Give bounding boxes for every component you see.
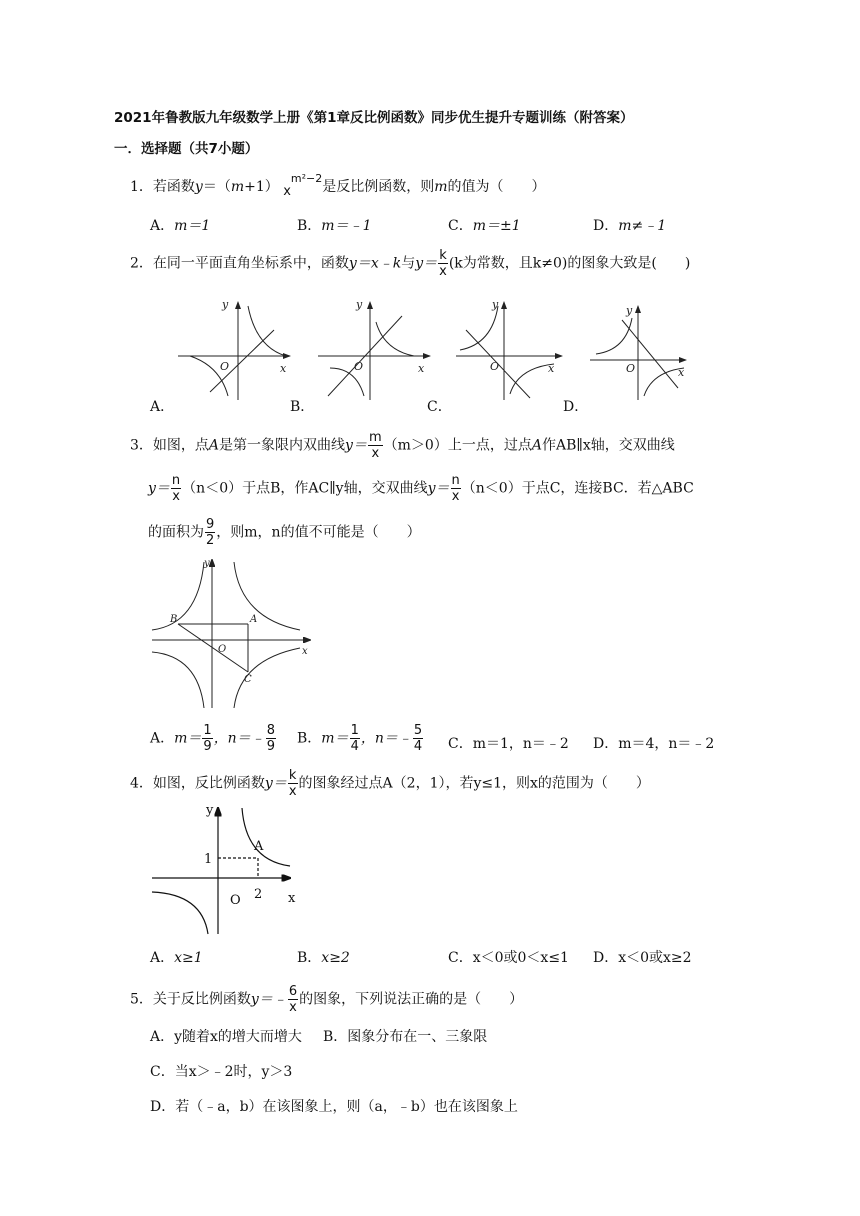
origin-label: O — [230, 893, 241, 908]
option-text: x＜0或x≥2 — [618, 950, 692, 966]
fraction-numerator: 9 — [206, 517, 215, 532]
fraction-numerator: 5 — [413, 723, 423, 738]
q2-option-a[interactable]: A． — [150, 399, 175, 415]
q4-fraction — [288, 768, 298, 799]
q3-text: ，则m，n的值不可能是（ ） — [216, 524, 421, 541]
tick-label-2: 2 — [254, 887, 263, 902]
fraction-denominator: x — [371, 446, 380, 461]
fraction-numerator: k — [439, 248, 447, 263]
question-4-stem — [130, 768, 650, 799]
axis-x-label: x — [280, 362, 287, 375]
q3-fraction-n — [171, 473, 181, 504]
q4-option-c[interactable] — [448, 947, 569, 967]
q3-text: 作AB∥x轴，交双曲线 — [541, 437, 675, 454]
q2-tail: (k为常数，且k≠0)的图象大致是( ) — [448, 255, 691, 272]
q5-option-a[interactable]: A．y随着x的增大而增大 — [150, 1029, 302, 1045]
q4-option-d[interactable] — [593, 947, 692, 967]
option-key: B． — [297, 218, 322, 234]
point-a-label: A — [250, 614, 258, 625]
q2-mid: 与 — [401, 255, 416, 272]
fraction-denominator: x — [288, 784, 297, 799]
option-text: x≥1 — [174, 950, 203, 966]
section-heading: 一．选择题（共7小题） — [114, 141, 259, 157]
option-text: x＜0或0＜x≤1 — [472, 950, 569, 966]
option-fraction — [350, 723, 360, 754]
q1-option-d[interactable] — [593, 215, 666, 235]
q2-lead: 2．在同一平面直角坐标系中，函数 — [130, 255, 349, 272]
q1-y: y — [194, 179, 203, 195]
fraction-denominator: 4 — [413, 739, 423, 754]
q3-text: （m＞0）上一点，过点 — [383, 437, 532, 454]
q4-y: y＝ — [264, 775, 287, 792]
axis-x-label: x — [302, 646, 308, 657]
q3-figure — [150, 556, 320, 712]
fraction-denominator: 2 — [206, 533, 215, 548]
q1-power-base: x — [283, 184, 291, 199]
q1-lead: 1．若函数 — [130, 179, 195, 195]
q4-figure — [150, 800, 310, 936]
option-key: C． — [448, 218, 473, 234]
option-fraction — [266, 723, 276, 754]
axis-y-label: y — [222, 298, 229, 311]
option-text: m＝1 — [174, 218, 211, 234]
q1-tail2: 的值为（ ） — [447, 179, 546, 195]
q5-option-c[interactable]: C．当x＞﹣2时，y＞3 — [150, 1064, 293, 1080]
q3-text: 的面积为 — [148, 524, 204, 541]
fraction-denominator: 9 — [203, 739, 212, 754]
origin-label: O — [218, 644, 227, 655]
q3-area-fraction — [205, 517, 215, 548]
q5-fraction — [288, 984, 298, 1015]
option-key: B． — [297, 950, 322, 966]
question-3-line-1 — [130, 430, 675, 461]
option-fraction — [202, 723, 212, 754]
q2-option-d[interactable]: D． — [563, 399, 589, 415]
q5-option-b[interactable]: B．图象分布在一、三象限 — [323, 1029, 488, 1045]
origin-label: O — [626, 362, 636, 375]
axis-x-label: x — [678, 366, 685, 379]
point-a-label: A — [254, 839, 264, 854]
fraction-numerator: k — [288, 768, 297, 783]
q3-option-d[interactable]: D．m＝4，n＝﹣2 — [593, 736, 715, 752]
axis-x-label: x — [418, 362, 425, 375]
q3-text: 是第一象限内双曲线 — [219, 437, 346, 454]
option-key: D． — [593, 950, 619, 966]
q5-option-d[interactable]: D．若（﹣a，b）在该图象上，则（a，﹣b）也在该图象上 — [150, 1099, 518, 1115]
option-key: A． — [150, 730, 175, 747]
question-5-stem — [130, 984, 523, 1015]
option-text: ，n＝﹣ — [360, 730, 412, 747]
q1-plus: +1） — [244, 179, 279, 195]
question-3-line-3 — [148, 517, 421, 548]
q2-graph-b[interactable] — [318, 298, 430, 400]
origin-label: O — [220, 360, 230, 373]
fraction-numerator: m — [368, 430, 382, 445]
q2-option-b[interactable]: B． — [290, 399, 315, 415]
fraction-denominator: x — [439, 264, 447, 279]
q5-y: y＝﹣ — [250, 991, 287, 1008]
axis-x-label: x — [288, 891, 296, 906]
q2-graph-a[interactable] — [178, 298, 290, 400]
fraction-numerator: 8 — [266, 723, 275, 738]
q2-option-c[interactable]: C． — [427, 399, 452, 415]
q2-f1: y＝x﹣k — [348, 255, 402, 272]
q2-y2: y＝ — [415, 255, 438, 272]
q3-text: （n＜0）于点B，作AC∥y轴，交双曲线 — [182, 480, 428, 497]
option-text: m＝ — [321, 730, 349, 747]
q3-point-a: A — [531, 437, 542, 454]
q2-graph-options — [170, 292, 730, 404]
q3-option-a[interactable] — [150, 723, 277, 754]
fraction-denominator: x — [289, 1000, 297, 1015]
q1-option-b[interactable] — [297, 215, 371, 235]
q3-text: 3．如图，点 — [130, 437, 209, 454]
option-text: m＝ — [174, 730, 202, 747]
option-key: A． — [150, 950, 175, 966]
tick-label-1: 1 — [204, 852, 213, 867]
option-text: ，n＝﹣ — [213, 730, 265, 747]
q1-tail: 是反比例函数，则 — [322, 179, 435, 195]
q3-option-c[interactable]: C．m＝1，n＝﹣2 — [448, 736, 569, 752]
option-text: m≠﹣1 — [618, 218, 667, 234]
fraction-denominator: 9 — [266, 739, 275, 754]
q3-y: y＝ — [427, 480, 450, 497]
q2-graph-c[interactable] — [456, 298, 562, 400]
axis-y-label: y — [356, 298, 363, 311]
q3-option-b[interactable] — [297, 723, 424, 754]
q4-option-a[interactable] — [150, 947, 203, 967]
axis-y-label: y — [206, 803, 214, 818]
fraction-denominator: x — [172, 489, 180, 504]
question-1-stem — [130, 172, 546, 199]
q3-y: y＝ — [148, 480, 170, 497]
option-text: m＝﹣1 — [321, 218, 372, 234]
axis-y-label: y — [204, 558, 210, 569]
fraction-numerator: n — [171, 473, 181, 488]
q3-y: y＝ — [345, 437, 367, 454]
q1-eq: ＝（ — [202, 179, 231, 195]
q3-point-a: A — [208, 437, 220, 454]
point-c-label: C — [244, 674, 252, 685]
q1-m: m — [230, 179, 245, 195]
option-key: D． — [593, 218, 619, 234]
origin-label: O — [490, 360, 500, 373]
option-text: x≥2 — [321, 950, 350, 966]
option-key: C． — [448, 950, 473, 966]
fraction-denominator: x — [451, 489, 460, 504]
q4-option-b[interactable] — [297, 947, 350, 967]
q3-fraction-m — [368, 430, 383, 461]
q1-tail-m: m — [434, 179, 448, 195]
q4-text: 的图象经过点A（2，1），若y≤1，则x的范围为（ ） — [298, 775, 650, 792]
origin-label: O — [354, 360, 364, 373]
fraction-numerator: 1 — [350, 723, 359, 738]
fraction-numerator: 6 — [288, 984, 298, 999]
fraction-numerator: 1 — [203, 723, 212, 738]
document-title: 2021年鲁教版九年级数学上册《第1章反比例函数》同步优生提升专题训练（附答案） — [114, 110, 634, 126]
q1-power-exponent: m²−2 — [290, 172, 323, 185]
fraction-denominator: 4 — [350, 739, 359, 754]
q2-fraction — [438, 248, 448, 279]
q5-text: 的图象，下列说法正确的是（ ） — [299, 991, 524, 1008]
axis-y-label: y — [492, 298, 499, 311]
q3-fraction-n — [451, 473, 461, 504]
option-key: A． — [150, 218, 175, 234]
q1-option-a[interactable] — [150, 215, 210, 235]
option-key: B． — [297, 730, 322, 747]
question-2-stem — [130, 248, 690, 279]
axis-x-label: x — [548, 362, 555, 375]
q1-option-c[interactable] — [448, 215, 521, 235]
q5-text: 5．关于反比例函数 — [130, 991, 251, 1008]
q3-text: （n＜0）于点C，连接BC．若△ABC — [461, 480, 694, 497]
axis-y-label: y — [626, 304, 633, 317]
option-fraction — [413, 723, 423, 754]
point-b-label: B — [170, 614, 178, 625]
fraction-numerator: n — [451, 473, 460, 488]
question-3-line-2 — [148, 473, 694, 504]
q4-text: 4．如图，反比例函数 — [130, 775, 265, 792]
option-text: m＝±1 — [472, 218, 521, 234]
q2-graph-d[interactable] — [590, 304, 686, 400]
